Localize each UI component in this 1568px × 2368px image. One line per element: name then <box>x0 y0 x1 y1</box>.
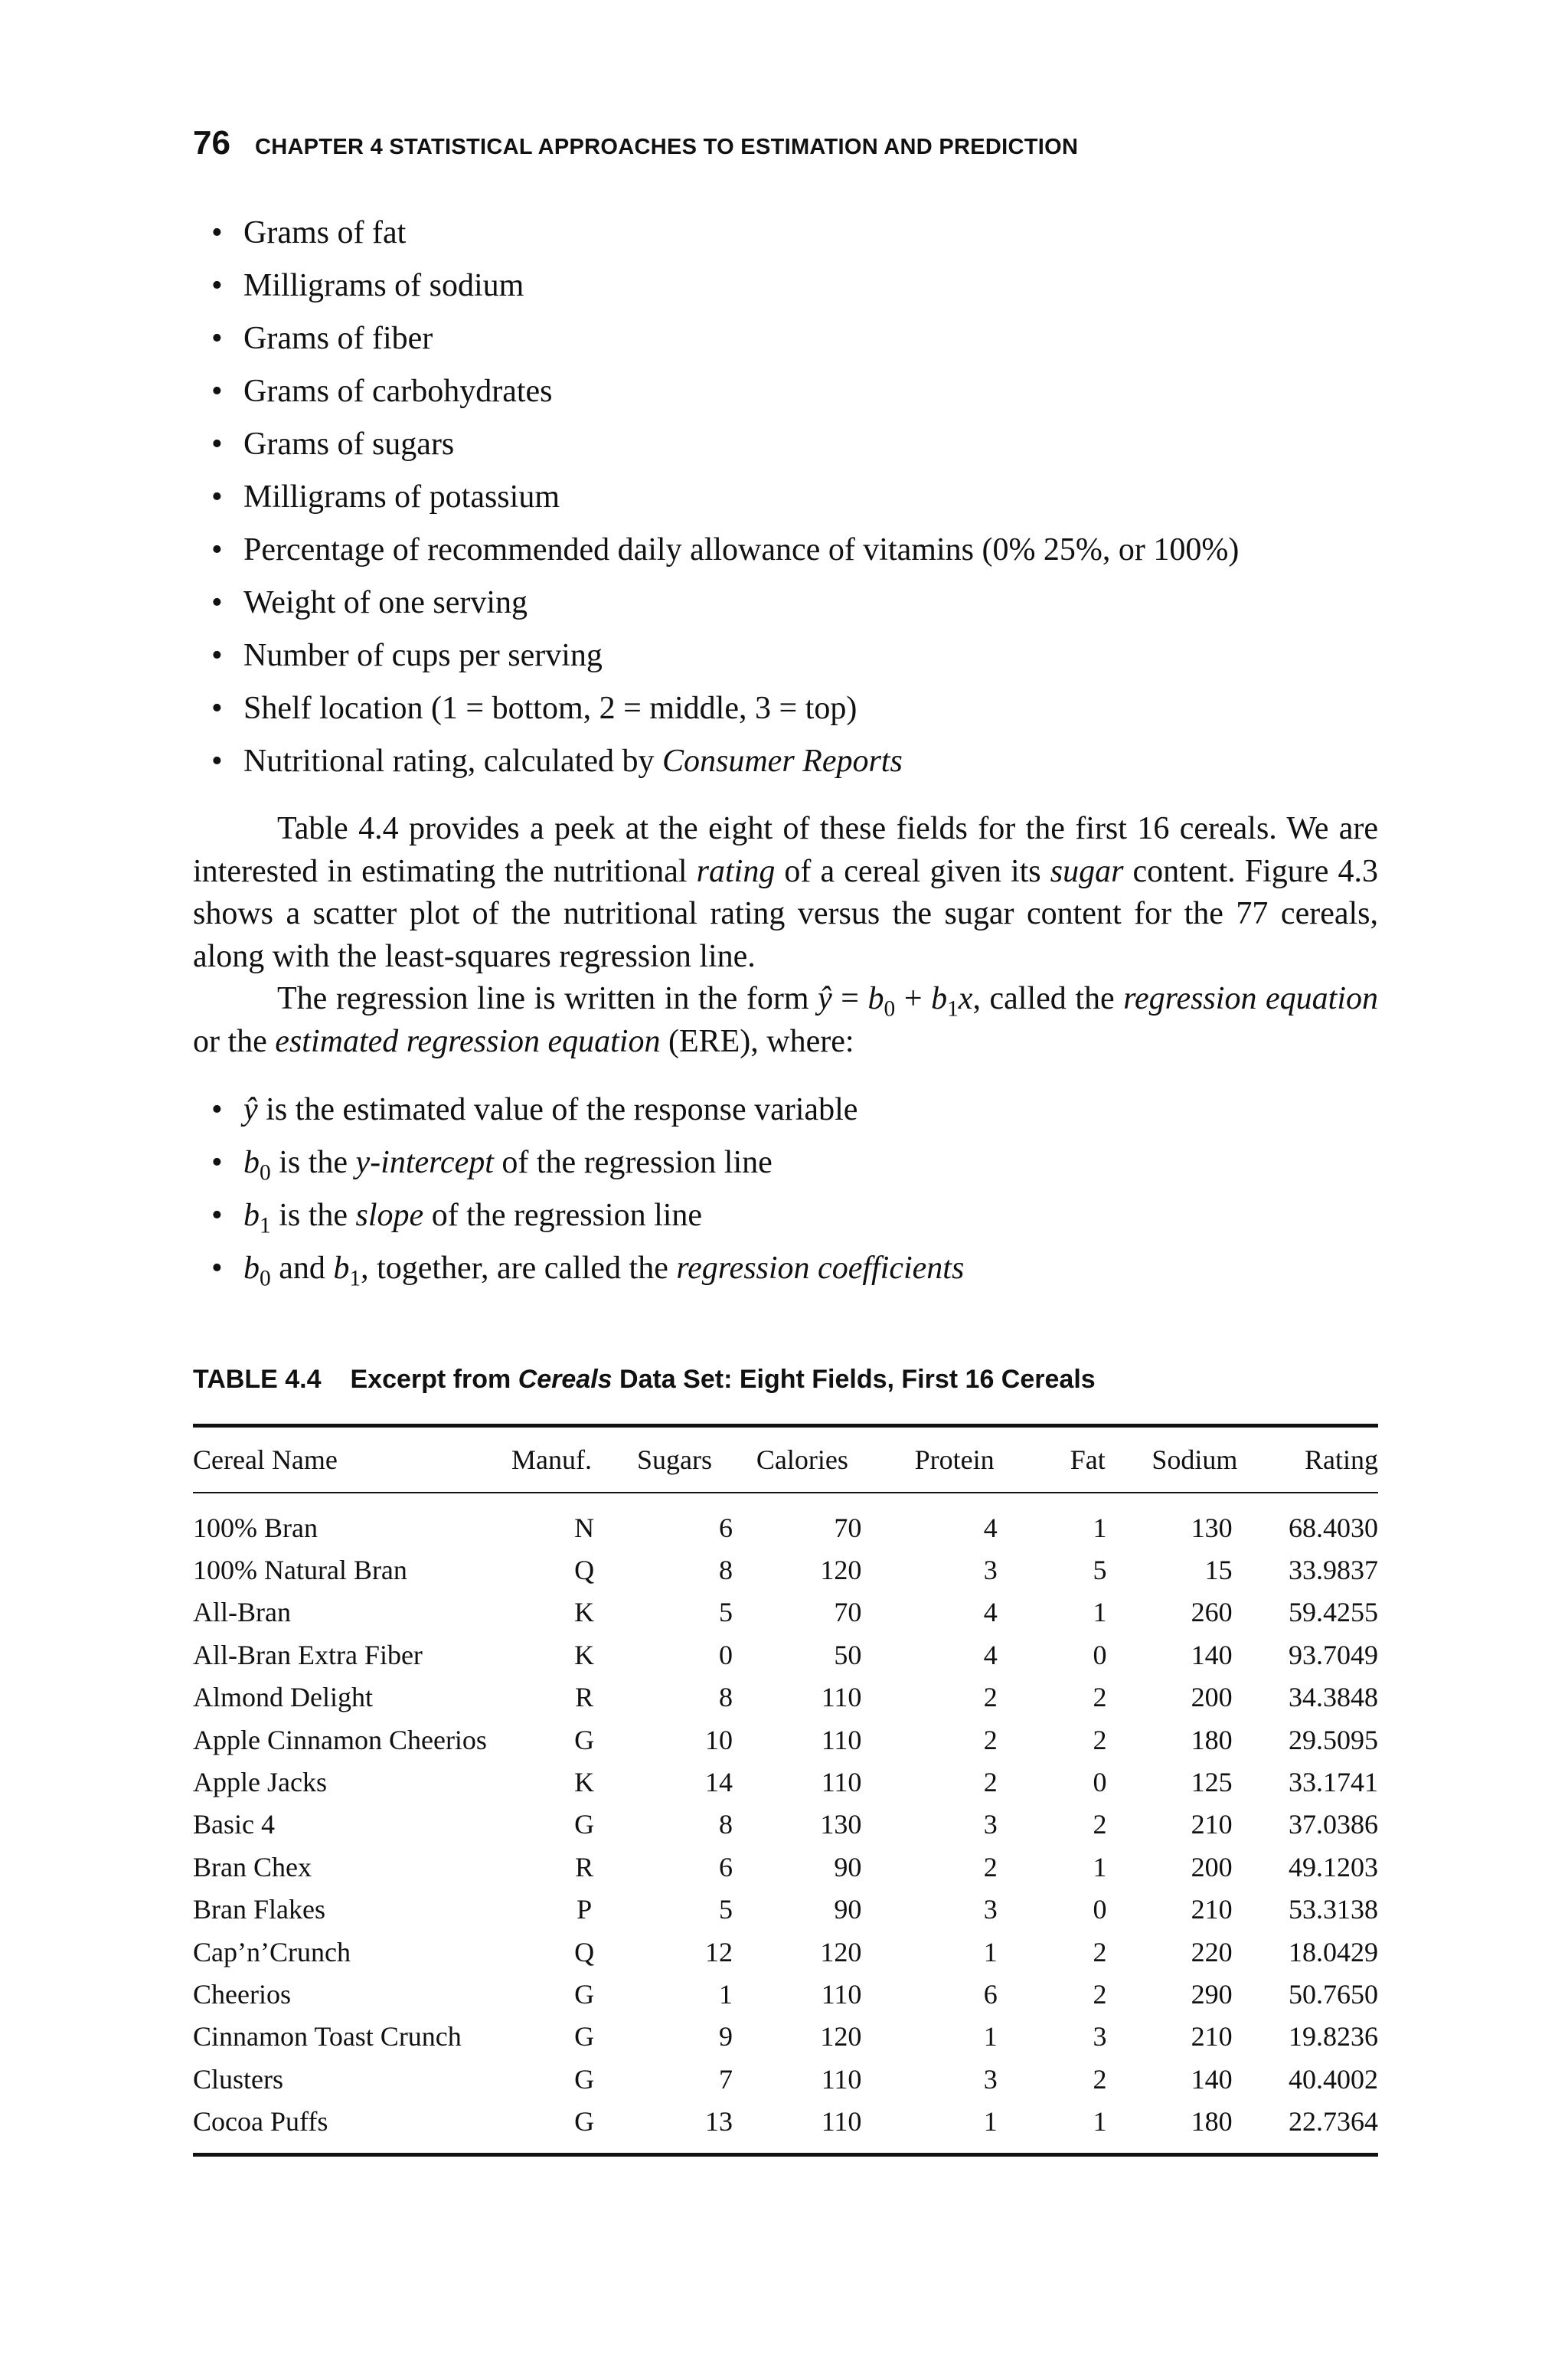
emphasis: rating <box>696 853 776 889</box>
table-cell: 4 <box>983 1597 998 1628</box>
table-cell: 0 <box>719 1639 733 1670</box>
column-header: Cereal Name <box>193 1444 338 1475</box>
table-cell: G <box>574 1978 595 2010</box>
table-cell: 0 <box>1093 1767 1107 1798</box>
table-row <box>193 1761 1378 1803</box>
table-cell: 6 <box>719 1512 733 1543</box>
column-header: Sugars <box>637 1444 713 1475</box>
column-header: Manuf. <box>511 1444 592 1475</box>
table-row <box>193 2058 1378 2100</box>
table-cell: 120 <box>820 2021 862 2052</box>
table-cell: 2 <box>983 1851 998 1882</box>
table-cell: K <box>574 1767 595 1798</box>
table-cell: 110 <box>821 2106 862 2137</box>
header-row <box>193 1438 1378 1481</box>
table-cell: N <box>574 1512 595 1543</box>
table-cell: 110 <box>821 1978 862 2010</box>
table-cell: 22.7364 <box>1289 2106 1378 2137</box>
table-cell: 2 <box>983 1767 998 1798</box>
table-cell: 8 <box>719 1682 733 1713</box>
table-cell: 8 <box>719 1809 733 1840</box>
table-cell: 19.8236 <box>1289 2021 1378 2052</box>
table-cell: 4 <box>983 1639 998 1670</box>
table-cell: Cheerios <box>193 1978 291 2010</box>
table-cell: 260 <box>1191 1597 1233 1628</box>
table-cell: 18.0429 <box>1289 1936 1378 1967</box>
table-header-rule <box>193 1492 1378 1493</box>
regression-equation: ŷ = $b_0 + b_1x$ <box>818 981 973 1022</box>
table-cell: 70 <box>834 1512 862 1543</box>
table-row <box>193 1676 1378 1719</box>
table-cell: All-Bran Extra Fiber <box>193 1639 423 1670</box>
list-item: • $b_0$ is the y-intercept of the regression line <box>243 1137 964 1189</box>
table-cell: 100% Natural Bran <box>193 1555 407 1586</box>
body-paragraph: Table 4.4 provides a peek at the eight of these fields for the first 16 cereals. We are interested in estimating the nutritional rating of a cereal given its sugar content. Figure 4.3 shows a scatter plot of the nutritional rating versus the sugar content for the 77 cereals, along with the least-squares regression line. <box>193 811 1379 974</box>
table-cell: G <box>574 2021 595 2052</box>
table-cell: 5 <box>719 1894 733 1925</box>
table-cell: 2 <box>983 1682 998 1713</box>
list-item: • Grams of sugars <box>243 418 1239 471</box>
table-cell: 2 <box>1093 2063 1107 2095</box>
table-row <box>193 1889 1378 1931</box>
table-cell: 15 <box>1204 1555 1233 1586</box>
table-cell: 34.3848 <box>1289 1682 1378 1713</box>
table-cell: 130 <box>1191 1512 1233 1543</box>
field-list <box>243 207 1239 788</box>
cereals-table <box>193 1506 1378 2143</box>
table-cell: 140 <box>1191 1639 1233 1670</box>
table-cell: 120 <box>820 1555 862 1586</box>
table-cell: 1 <box>1093 1851 1107 1882</box>
list-item: • $b_1$ is the slope of the regression line <box>243 1189 964 1242</box>
table-cell: 1 <box>1093 2106 1107 2137</box>
table-cell: Clusters <box>193 2063 284 2095</box>
list-item: • Milligrams of sodium <box>243 260 1239 312</box>
table-cell: Basic 4 <box>193 1809 275 1840</box>
running-header <box>193 124 1078 162</box>
table-cell: 1 <box>719 1978 733 2010</box>
table-top-rule <box>193 1424 1378 1428</box>
table-cell: 14 <box>705 1767 733 1798</box>
table-cell: 140 <box>1191 2063 1233 2095</box>
list-item: • Grams of fat <box>243 207 1239 260</box>
table-cell: R <box>575 1682 594 1713</box>
table-cell: Cocoa Puffs <box>193 2106 328 2137</box>
table-cell: 200 <box>1191 1682 1233 1713</box>
table-cell: Apple Cinnamon Cheerios <box>193 1724 487 1755</box>
table-cell: 9 <box>719 2021 733 2052</box>
table-cell: 0 <box>1093 1639 1107 1670</box>
table-cell: 4 <box>983 1512 998 1543</box>
column-header: Fat <box>1070 1444 1106 1475</box>
table-row <box>193 1506 1378 1549</box>
table-cell: Bran Chex <box>193 1851 312 1882</box>
table-caption: TABLE 4.4 Excerpt from Cereals Data Set: Eight Fields, First 16 Cereals <box>193 1365 1096 1394</box>
page-number: 76 <box>193 124 230 162</box>
list-item: • Grams of fiber <box>243 312 1239 365</box>
table-cell: 40.4002 <box>1289 2063 1378 2095</box>
table-cell: 0 <box>1093 1894 1107 1925</box>
table-cell: 1 <box>1093 1597 1107 1628</box>
table-cell: 33.9837 <box>1289 1555 1378 1586</box>
table-row <box>193 1973 1378 2015</box>
table-cell: 3 <box>983 2063 998 2095</box>
table-cell: 1 <box>983 1936 998 1967</box>
table-cell: K <box>574 1597 595 1628</box>
table-row <box>193 1634 1378 1676</box>
table-cell: 10 <box>705 1724 733 1755</box>
table-cell: 2 <box>1093 1724 1107 1755</box>
table-cell: 6 <box>719 1851 733 1882</box>
table-cell: 180 <box>1191 1724 1233 1755</box>
table-cell: 180 <box>1191 2106 1233 2137</box>
table-cell: G <box>574 2106 595 2137</box>
table-cell: 1 <box>983 2021 998 2052</box>
table-cell: 2 <box>1093 1809 1107 1840</box>
table-cell: 130 <box>820 1809 862 1840</box>
table-cell: 110 <box>821 1724 862 1755</box>
table-header <box>193 1438 1378 1481</box>
column-header: Sodium <box>1152 1444 1238 1475</box>
table-cell: 210 <box>1191 1894 1233 1925</box>
list-item: • Weight of one serving <box>243 577 1239 630</box>
table-cell: 49.1203 <box>1289 1851 1378 1882</box>
table-row <box>193 2100 1378 2142</box>
running-head: CHAPTER 4 STATISTICAL APPROACHES TO ESTIMATION AND PREDICTION <box>254 135 1079 159</box>
table-cell: Cap’n’Crunch <box>193 1936 351 1967</box>
table-cell: Cinnamon Toast Crunch <box>193 2021 462 2052</box>
table-cell: 90 <box>834 1894 862 1925</box>
table-cell: 53.3138 <box>1289 1894 1378 1925</box>
table-cell: 68.4030 <box>1289 1512 1378 1543</box>
table-row <box>193 1549 1378 1591</box>
table-cell: 110 <box>821 1767 862 1798</box>
table-cell: 8 <box>719 1555 733 1586</box>
definition-list <box>243 1084 964 1295</box>
table-cell: 5 <box>719 1597 733 1628</box>
table-cell: K <box>574 1639 595 1670</box>
table-cell: 13 <box>705 2106 733 2137</box>
table-cell: 110 <box>821 1682 862 1713</box>
table-cell: 210 <box>1191 1809 1233 1840</box>
table-cell: 50 <box>834 1639 862 1670</box>
table-cell: Apple Jacks <box>193 1767 327 1798</box>
table-cell: 290 <box>1191 1978 1233 2010</box>
table-cell: 2 <box>1093 1682 1107 1713</box>
table-cell: 110 <box>821 2063 862 2095</box>
table-cell: 3 <box>983 1894 998 1925</box>
table-cell: Bran Flakes <box>193 1894 325 1925</box>
table-cell: 120 <box>820 1936 862 1967</box>
table-cell: 220 <box>1191 1936 1233 1967</box>
table-cell: 2 <box>1093 1936 1107 1967</box>
column-header: Rating <box>1305 1444 1378 1475</box>
table-cell: 7 <box>719 2063 733 2095</box>
table-cell: 50.7650 <box>1289 1978 1378 2010</box>
table-cell: 210 <box>1191 2021 1233 2052</box>
table-row <box>193 1804 1378 1846</box>
table-cell: 59.4255 <box>1289 1597 1378 1628</box>
table-cell: 33.1741 <box>1289 1767 1378 1798</box>
table-row <box>193 1931 1378 1973</box>
table-cell: 1 <box>983 2106 998 2137</box>
table-cell: G <box>574 1724 595 1755</box>
list-item: • Milligrams of potassium <box>243 471 1239 524</box>
table-cell: 6 <box>983 1978 998 2010</box>
table-cell: 1 <box>1093 1512 1107 1543</box>
table-cell: Q <box>574 1555 595 1586</box>
list-item: • ŷ is the estimated value of the response variable <box>243 1084 964 1137</box>
table-cell: 3 <box>983 1809 998 1840</box>
table-cell: 125 <box>1191 1767 1233 1798</box>
list-item: • $b_0$ and $b_1$, together, are called the regression coefficients <box>243 1242 964 1295</box>
column-header: Calories <box>756 1444 848 1475</box>
table-cell: 200 <box>1191 1851 1233 1882</box>
table-row <box>193 1846 1378 1888</box>
body-paragraph: The regression line is written in the form ŷ = $b_0 + b_1x$, called the regression equation or the estimated regression equation (ERE), where: <box>193 981 1378 1059</box>
emphasis: Consumer Reports <box>662 744 903 779</box>
list-item: • Number of cups per serving <box>243 630 1239 682</box>
table-cell: 29.5095 <box>1289 1724 1378 1755</box>
table-cell: 37.0386 <box>1289 1809 1378 1840</box>
table-cell: All-Bran <box>193 1597 291 1628</box>
table-cell: 12 <box>705 1936 733 1967</box>
table-row <box>193 1719 1378 1761</box>
table-cell: 5 <box>1093 1555 1107 1586</box>
list-item: • Shelf location (1 = bottom, 2 = middle, 3 = top) <box>243 682 1239 735</box>
table-cell: Almond Delight <box>193 1682 373 1713</box>
table-cell: Q <box>574 1936 595 1967</box>
table-cell: 90 <box>834 1851 862 1882</box>
table-cell: 2 <box>1093 1978 1107 2010</box>
table-bottom-rule <box>193 2153 1378 2157</box>
table-row <box>193 1591 1378 1634</box>
table-cell: 100% Bran <box>193 1512 318 1543</box>
table-cell: 70 <box>834 1597 862 1628</box>
table-cell: 3 <box>983 1555 998 1586</box>
column-header: Protein <box>914 1444 995 1475</box>
table-cell: 93.7049 <box>1289 1639 1378 1670</box>
emphasis: sugar <box>1050 853 1124 889</box>
table-row <box>193 2016 1378 2058</box>
emphasis: estimated regression equation <box>275 1023 661 1059</box>
table-cell: 2 <box>983 1724 998 1755</box>
table-cell: P <box>577 1894 593 1925</box>
table-label: TABLE 4.4 <box>193 1365 322 1394</box>
list-item: • Nutritional rating, calculated by Consumer Reports <box>243 735 1239 788</box>
emphasis: regression equation <box>1123 981 1378 1016</box>
table-cell: G <box>574 1809 595 1840</box>
table-cell: 3 <box>1093 2021 1107 2052</box>
list-item: • Percentage of recommended daily allowance of vitamins (0% 25%, or 100%) <box>243 524 1239 577</box>
table-cell: R <box>575 1851 594 1882</box>
list-item: • Grams of carbohydrates <box>243 365 1239 418</box>
table-cell: G <box>574 2063 595 2095</box>
